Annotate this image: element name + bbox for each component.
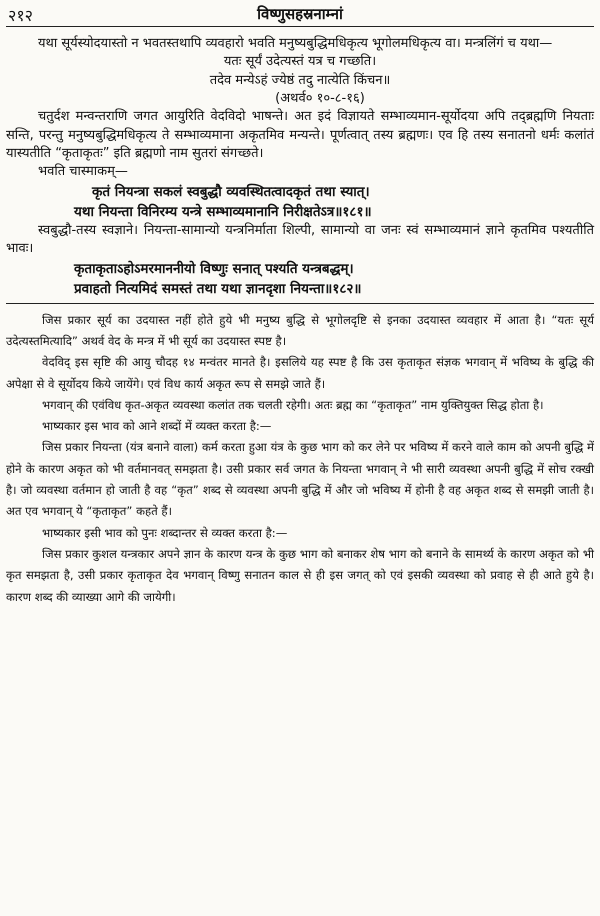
hindi-paragraph: भाष्यकार इस भाव को आने शब्दों में व्यक्त करता है:—: [42, 419, 272, 434]
sanskrit-paragraph: यथा सूर्यस्योदयास्तो न भवतस्तथापि व्यवहारो भवति मनुष्यबुद्धिमधिकृत्य भूगोलमधिकृत्य वा। मन्त्रलिंगं च यथा—: [38, 36, 553, 51]
hindi-section: [6, 310, 594, 608]
page-header: [6, 4, 594, 27]
sanskrit-paragraph: चतुर्दश मन्वन्तराणि जगत आयुरिति वेदविदो भाषन्ते। अत इदं विज्ञायते सम्भाव्यमान-सूर्योदया अपि तद्ब्रह्मणि नियताः सन्ति, परन्तु मनुष्यबुद्धिमधिकृत्य ते सम्भाव्यमाना अकृतमिव मन्यन्ते। पूर्णत्वात् तस्य ब्रह्मणः। एव हि तस्य सनातनो धर्मः कलांतं यास्यतीति “कृताकृतः” इति ब्रह्मणो नाम सुतरां संगच्छते।: [6, 109, 594, 162]
mantra-line: यतः सूर्यं उदेत्यस्तं यत्र च गच्छति।: [223, 54, 377, 70]
sanskrit-paragraph: स्वबुद्धौ-तस्य स्वज्ञाने। नियन्ता-सामान्यो यन्त्रनिर्माता शिल्पी, सामान्यो वा जनः स्वं सम्भाव्यमानं ज्ञाने कृतमिव पश्यतीति भावः।: [6, 222, 594, 257]
verse-line: प्रवाहतो नित्यमिदं समस्तं तथा यथा ज्ञानदृशा नियन्ता॥१८२॥: [74, 280, 362, 297]
hindi-paragraph: भगवान् की एवंविध कृत-अकृत व्यवस्था कलांत तक चलती रहेगी। अतः ब्रह्म का “कृताकृत” नाम युक्तियुक्त सिद्ध होता है।: [42, 397, 544, 412]
sanskrit-section: [6, 35, 594, 299]
running-title: विष्णुसहस्रनाम्नां: [257, 5, 343, 23]
mantra-line: तदेव मन्येऽहं ज्येष्ठं तदु नात्येति किंचन॥: [209, 72, 391, 88]
hindi-paragraph: जिस प्रकार कुशल यन्त्रकार अपने ज्ञान के कारण यन्त्र के कुछ भाग को बनाकर शेष भाग को बनाने के सामर्थ्य के कारण अकृत को भी कृत समझता है, उसी प्रकार कृताकृत देव भगवान् विष्णु सनातन काल से ही इस जगत् को एवं इसकी व्यवस्था को प्रवाह से ही आते हुये है। कारण शब्द की व्याख्या आगे की जायेगी।: [6, 546, 594, 604]
verse-line: कृतं नियन्त्रा सकलं स्वबुद्धौ व्यवस्थितत्वादकृतं तथा स्यात्।: [92, 183, 370, 200]
section-divider: [6, 303, 594, 304]
hindi-paragraph: जिस प्रकार नियन्ता (यंत्र बनाने वाला) कर्म करता हुआ यंत्र के कुछ भाग को कर लेने पर भविष्य में करने वाले काम को अपनी बुद्धि में होने के कारण अकृत को भी वर्तमानवत् समझता है। उसी प्रकार सर्व जगत के नियन्ता भगवान् ने भी सारी व्यवस्था अपनी बुद्धि में सोच रक्खी है। जो व्यवस्था वर्तमान हो जाती है वह “कृत” शब्द से व्यवस्था अपनी बुद्धि में और जो भविष्य में होनी है वह अकृत शब्द से समझी जाती है। अत एव भगवान् ये “कृताकृत” कहते हैं।: [6, 440, 594, 519]
verse-line: यथा नियन्ता विनिरम्य यन्त्रे सम्भाव्यमानानि निरीक्षतेऽत्र॥१८१॥: [74, 203, 372, 220]
page-number: २१२: [8, 6, 33, 25]
hindi-paragraph: भाष्यकार इसी भाव को पुनः शब्दान्तर से व्यक्त करता है:—: [42, 525, 288, 540]
hindi-paragraph: वेदविद् इस सृष्टि की आयु चौदह १४ मन्वंतर मानते है। इसलिये यह स्पष्ट है कि उस कृताकृत संज्ञक भगवान् में भविष्य के बुद्धि की अपेक्षा से वे सूर्योदय किये जायेंगे। एवं विध कार्य अकृत रूप से समझे जाते हैं।: [6, 355, 594, 391]
mantra-reference: (अथर्व० १०-८-१६): [275, 91, 365, 107]
sanskrit-paragraph: भवति चास्माकम्—: [38, 164, 128, 180]
hindi-paragraph: जिस प्रकार सूर्य का उदयास्त नहीं होते हुये भी मनुष्य बुद्धि से भूगोलदृष्टि से इनका उदयास्त व्यवहार में आता है। “यतः सूर्य उदेत्यस्तमित्यादि” अथर्व वेद के मन्त्र में भी सूर्य का उदयास्त स्पष्ट है।: [6, 312, 594, 348]
verse-line: कृताकृताऽहोऽमरमाननीयो विष्णुः सनात् पश्यति यन्त्रबद्धम्।: [74, 260, 354, 277]
